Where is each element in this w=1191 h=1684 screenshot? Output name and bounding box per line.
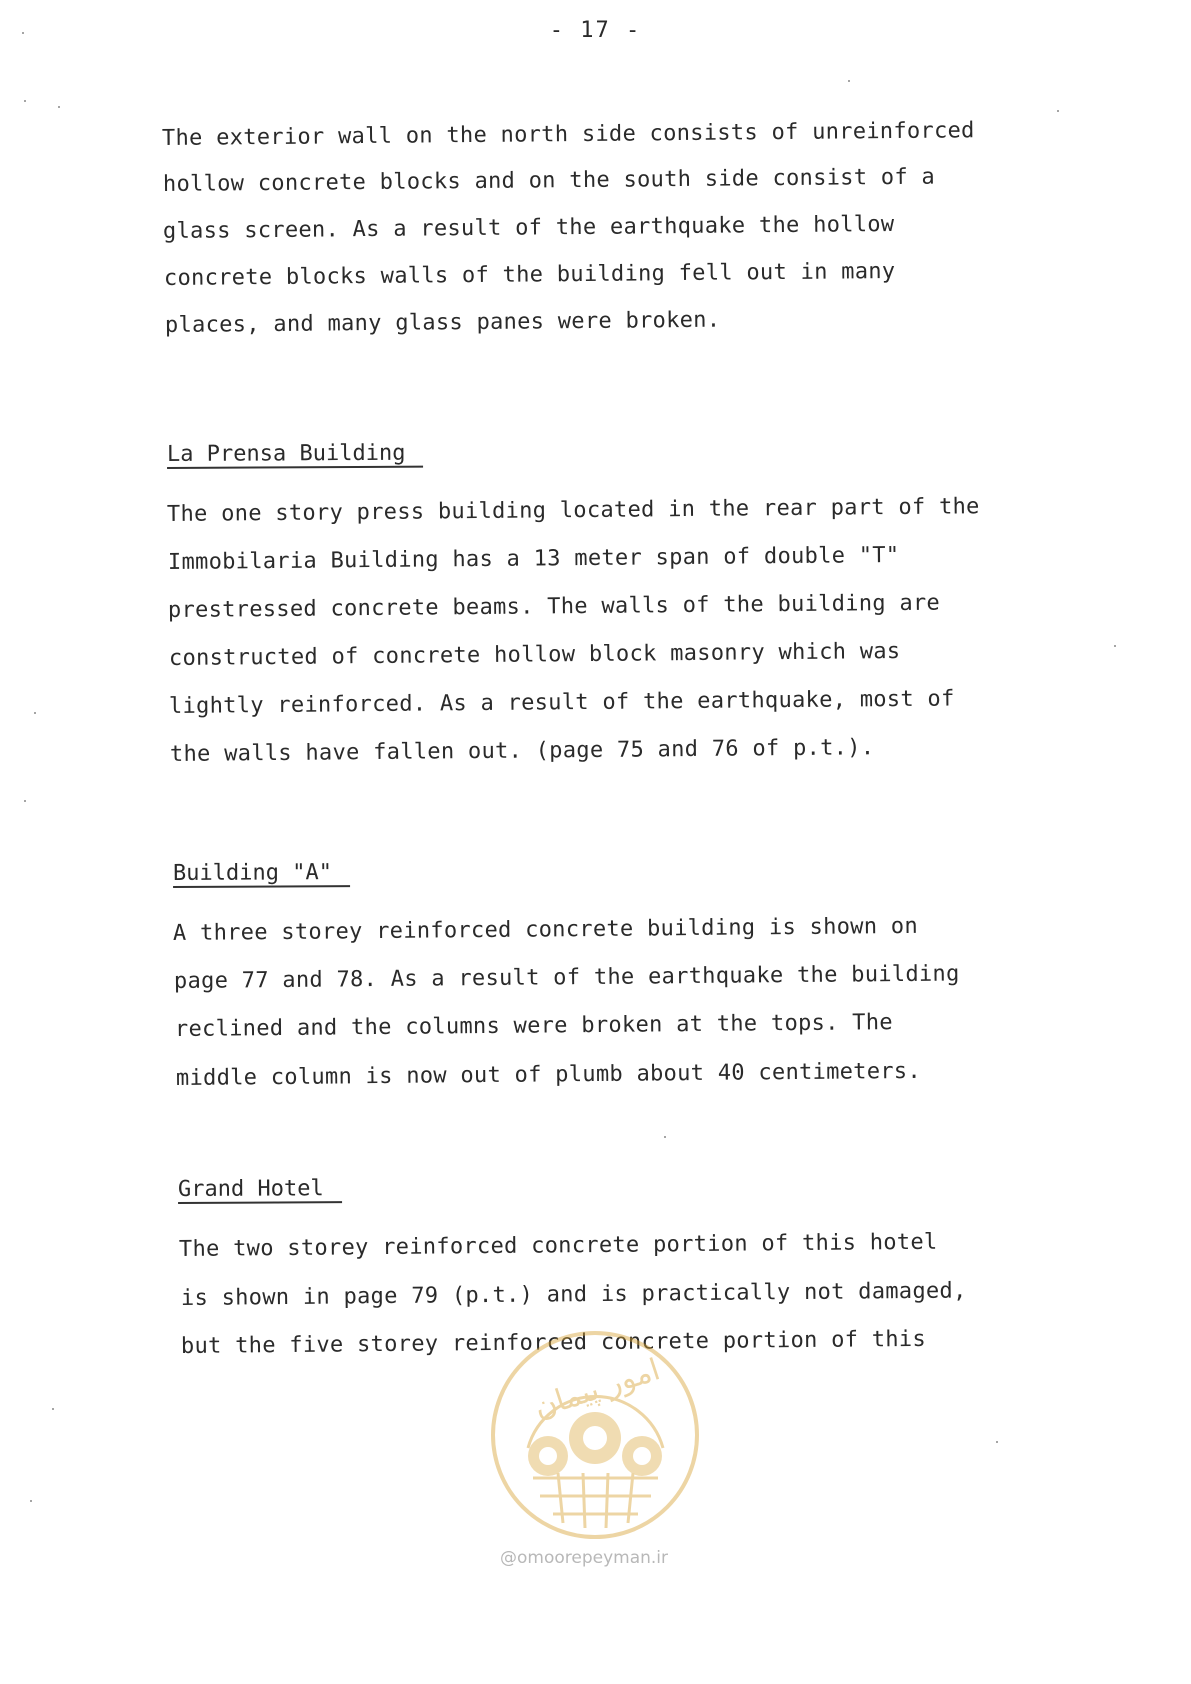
scan-speck — [52, 1408, 54, 1410]
la-prensa-line-1: The one story press building located in the rear part of the — [166, 494, 980, 527]
la-prensa-line-2: Immobilaria Building has a 13 meter span of double "T" — [167, 542, 900, 575]
watermark-logo — [488, 1328, 703, 1543]
paragraph-1-line-5: places, and many glass panes were broken. — [164, 307, 721, 338]
building-a-line-4: middle column is now out of plumb about 40 centimeters. — [175, 1058, 922, 1091]
grand-hotel-line-1: The two storey reinforced concrete portion of this hotel — [178, 1229, 938, 1262]
building-a-line-2: page 77 and 78. As a result of the earthquake the building — [173, 961, 960, 994]
heading-building-a: Building "A" — [173, 861, 350, 888]
paragraph-1-line-2: hollow concrete blocks and on the south side consist of a — [162, 164, 936, 197]
heading-grand-hotel: Grand Hotel — [178, 1177, 342, 1204]
scan-speck — [1114, 645, 1116, 647]
paragraph-1-line-1: The exterior wall on the north side consists of unreinforced — [161, 118, 975, 151]
scan-speck — [996, 1441, 998, 1443]
building-a-line-3: reclined and the columns were broken at the tops. The — [174, 1010, 893, 1042]
la-prensa-line-6: the walls have fallen out. (page 75 and 76 of p.t.). — [169, 735, 875, 767]
la-prensa-line-5: lightly reinforced. As a result of the earthquake, most of — [168, 686, 955, 719]
paragraph-1-line-4: concrete blocks walls of the building fell out in many — [163, 258, 896, 291]
scan-speck — [24, 800, 26, 802]
scan-speck — [22, 32, 24, 34]
grand-hotel-line-3: but the five storey reinforced concrete portion of this — [180, 1326, 927, 1359]
heading-la-prensa-building: La Prensa Building — [167, 442, 424, 469]
watermark-logo-text: امور پیمان — [529, 1352, 665, 1426]
la-prensa-line-4: constructed of concrete hollow block masonry which was — [168, 638, 901, 671]
grand-hotel-line-2: is shown in page 79 (p.t.) and is practically not damaged, — [180, 1278, 967, 1311]
scan-speck — [34, 712, 36, 714]
scan-speck — [30, 1500, 32, 1502]
scan-speck — [1057, 110, 1059, 112]
building-a-line-1: A three storey reinforced concrete building is shown on — [172, 913, 919, 946]
la-prensa-line-3: prestressed concrete beams. The walls of the building are — [167, 590, 941, 623]
scan-speck — [664, 1136, 666, 1138]
scan-speck — [58, 106, 60, 108]
watermark-url: @omoorepeyman.ir — [500, 1548, 669, 1568]
paragraph-1-line-3: glass screen. As a result of the earthquake the hollow — [162, 211, 895, 244]
page-number: - 17 - — [549, 18, 642, 43]
scan-speck — [848, 80, 850, 82]
scan-speck — [24, 100, 26, 102]
